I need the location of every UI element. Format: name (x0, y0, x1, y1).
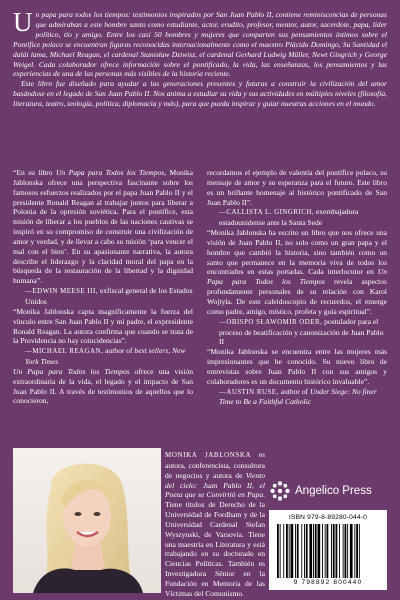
barcode-bar (354, 524, 355, 578)
attribution-role: exfiscal general de los Estados Unidos (25, 286, 193, 306)
attribution-role: exembajadora estadounidense ante la Santa Sede (219, 207, 359, 228)
endorsement-meese (13, 168, 193, 286)
barcode-bar (306, 524, 308, 578)
intro-paragraph-1 (13, 7, 387, 79)
barcode-bar (345, 524, 347, 578)
barcode-bar (331, 524, 332, 578)
publisher-name: Angelico Press (295, 485, 372, 497)
author-photo (13, 448, 161, 593)
quote-text: , Monika Jablonska ofrece una perspectiva fascinante sobre los famosos esfuerzos realizados por el papa Juan Pablo II y el presidente Ronald Reagan al trabajar juntos para liberar a Polonia de la opresión soviética. Para el pontífice, esta misión de liberar a los pueblos de las naciones cautivas se inspiró en su compromiso de construir una civilización de amor y verdad, y de llevar a cabo su misión ‘para vencer el mal con el bien’. En su apasionante narrativa, la autora describe el liderazgo y la claridad moral del papa en la búsqueda de la restauración de la libertad y la dignidad humana”. (13, 168, 194, 286)
angelico-press-emblem-icon (269, 480, 291, 502)
author-bio (165, 450, 265, 599)
attribution-gingrich (207, 207, 387, 228)
book-title: Un Papa para Todos los Tiempos (55, 168, 165, 177)
barcode-bar (313, 524, 314, 578)
barcode-bar (322, 524, 323, 578)
attribution-name: —EDWIN MEESE III, (25, 288, 98, 296)
isbn-text: ISBN 979-8-89280-044-0 (288, 514, 368, 521)
quote-text: ofrece una visión extraordinaria de la vida, el legado y el impacto de San Juan Pablo II. A través de testimonios de aquellos que lo conocieron, (13, 366, 194, 406)
barcode-bar (277, 524, 279, 578)
publisher-logo (269, 476, 387, 506)
barcode-bar (327, 524, 329, 578)
barcode-bar (295, 524, 296, 578)
barcode-bar (301, 524, 302, 578)
attribution-role: author of (278, 386, 310, 396)
bio-book-title: Viento del cielo: Juan Pablo II, el Poeta que se Convirtió en Papa (165, 470, 265, 500)
barcode-digits: 9 798892 800440 (293, 579, 363, 586)
attribution-role: author of (103, 346, 135, 356)
barcode-bar (359, 524, 360, 578)
quote-text: “Monika Jablonska ha escrito un libro que nos ofrece una visión de Juan Pablo II, no solo como un gran papa y el hombre que cambió la historia, sino también como un santo que permanece en la memoria viva de todos los encontrados en estas portadas. Cada interlocutor en (207, 228, 387, 277)
isbn-barcode (269, 510, 387, 590)
book-title: Un Papa para Todos los Tiempos (207, 267, 387, 287)
right-column (207, 168, 387, 407)
bio-text: es autora, conferencista, consultora de negocios y autora de (165, 450, 265, 480)
attribution-name: —AUSTIN RUSE, (219, 388, 279, 396)
barcode-bar (289, 524, 290, 578)
barcode-bar (309, 524, 312, 578)
attribution-reagan (13, 346, 193, 367)
barcode-bar (356, 524, 358, 578)
attribution-ruse (207, 387, 387, 408)
barcode-bar (347, 524, 348, 578)
barcode-bar (336, 524, 338, 578)
endorsement-gingrich (13, 367, 193, 406)
author-name: MONIKA JABLONSKA (165, 451, 252, 459)
attribution-name: —CALLISTA L. GINGRICH, (219, 209, 315, 217)
barcode-icon (269, 510, 387, 590)
barcode-bar (333, 524, 335, 578)
barcode-bar (283, 524, 284, 578)
bio-text: . Tiene títulos de Derecho de la Universidad de Fordham y de la Universidad Cardenal Stefan Wyszynski, de Varsovia. Tiene una maestría en Literatura y está trabajando en su doctorado en Ciencias Políticas. También es Investigadora Sénior en la Fundación en Memoria de las Víctimas del Comunismo. (165, 490, 265, 598)
book-title: Un Papa para Todos los Tiempos (13, 366, 130, 376)
barcode-bar (325, 524, 326, 578)
intro-text (13, 7, 387, 109)
barcode-bar (291, 524, 294, 578)
drop-cap: U (13, 7, 33, 37)
intro-paragraph-1-text: n papa para todos los tiempos: testimonios inspirados por San Juan Pablo II, contiene reminiscencias de personas que admiraban a este hombre santo como estudiante, actor, erudito, profesor, mentor, autor, sacerdote, papa, líder político, tío y amigo. Entre los casi 50 hombres y mujeres que comparten sus pensamientos íntimos sobre el Pontífice polaco se encuentran figuras reconocidas internacionalmente como el maestro Plácido Domingo, Su Santidad el dalái lama, Michael Reagan, el cardenal Stanisław Dziwisz, el cardenal Gerhard Ludwig Müller, Newt Gingrich y George Weigel. Cada colaborador ofrece información sobre el pontificado, la vida, las enseñanzas, los pensamientos y las experiencias de una de las personas más visibles de la historia reciente. (13, 10, 387, 79)
author-portrait-image (13, 448, 161, 593)
barcode-bar (339, 524, 340, 578)
endorsement-ruse: “Monika Jablonska se encuentra entre las mujeres más impresionantes que he conocido. Su nuevo libro de entrevistas sobre Juan Pablo II con sus amigos y colaboradores es un documento histórico invaluable”. (207, 347, 387, 386)
barcode-bar (350, 524, 353, 578)
barcode-bar (343, 524, 344, 578)
attribution-role-italic: best sellers, New York Times (25, 346, 186, 367)
endorsement-reagan: “Monika Jablonska capta magníficamente la fuerza del vínculo entre San Juan Pablo II y mi padre, el expresidente Ronald Reagan. La autora confirma que cuando se trata de la Providencia no hay coincidencias”. (13, 306, 193, 346)
barcode-bar (318, 524, 321, 578)
endorsement-oder (207, 228, 387, 317)
endorsement-gingrich-cont: recordamos el ejemplo de valentía del pontífice polaco, su mensaje de amor y su esperanza para el futuro. Este libro es un brillante homenaje al histórico pontificado de San Juan Pablo II”. (207, 168, 387, 207)
barcode-bar (304, 524, 305, 578)
barcode-bar (297, 524, 299, 578)
attribution-name: —MICHAEL REAGAN, (25, 348, 104, 356)
quote-text: revela aspectos profundamente personales de su relación con Karol Wojtyła. De este caleidoscopio de recuerdos, el emerge como padre, amigo, místico, profeta y guía espiritual”. (207, 277, 387, 316)
barcode-bar (286, 524, 288, 578)
attribution-role: postulador para el proceso de beatificación y canonización de Juan Pablo II (219, 316, 384, 347)
left-column (13, 168, 193, 406)
attribution-oder (207, 317, 387, 348)
quote-text: “En su libro (13, 168, 56, 177)
attribution-meese (13, 286, 193, 307)
intro-paragraph-2: Este libro fue diseñado para ayudar a las generaciones presentes y futuras a construir la civilización del amor basándose en el legado de San Juan Pablo II. Nos anima a estudiar su vida y sus actividades en múltiples niveles (filosofía, literatura, teatro, teología, política, diplomacia y más), para que pueda inspirar y guiar nuestras acciones en el mundo. (13, 79, 387, 109)
attribution-role-italic: Under Siege: No finer Time to Be a Faithful Catholic (219, 386, 377, 407)
barcode-bar (280, 524, 281, 578)
attribution-name: —OBISPO SŁAWOMIR ODER, (219, 318, 323, 326)
barcode-bar (315, 524, 317, 578)
